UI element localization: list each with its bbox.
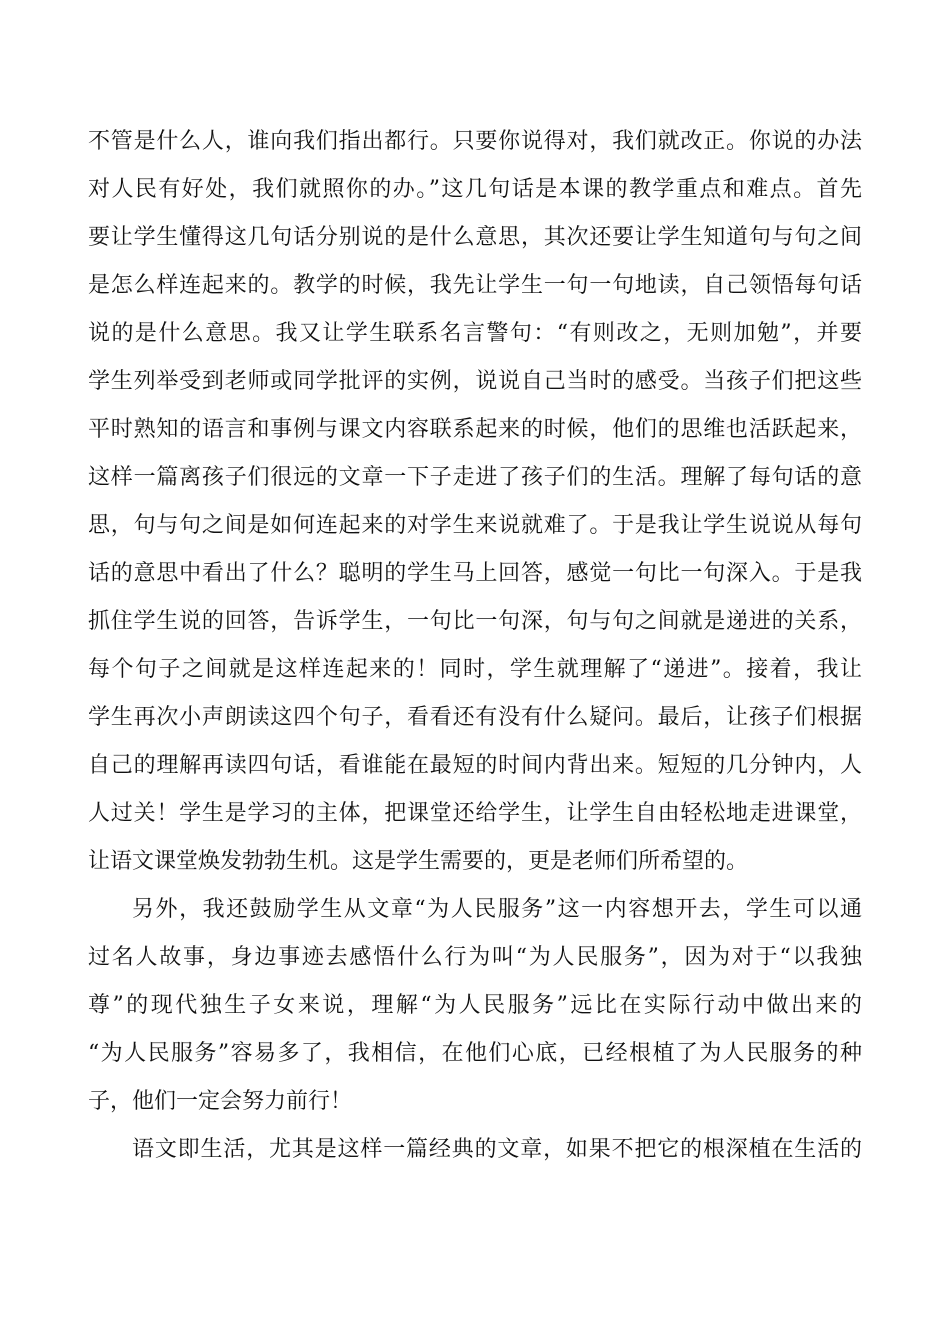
text-line: 话的意思中看出了什么？聪明的学生马上回答，感觉一句比一句深入。于是我 [88,561,862,586]
text-line: 要让学生懂得这几句话分别说的是什么意思，其次还要让学生知道句与句之间 [88,225,862,250]
document-body [88,124,862,1180]
text-line: 是怎么样连起来的。教学的时候，我先让学生一句一句地读，自己领悟每句话 [88,273,862,298]
text-line: 人过关！学生是学习的主体，把课堂还给学生，让学生自由轻松地走进课堂， [88,801,862,826]
text-line: 平时熟知的语言和事例与课文内容联系起来的时候，他们的思维也活跃起来， [88,417,862,442]
paragraph-start-line: 语文即生活，尤其是这样一篇经典的文章，如果不把它的根深植在生活的 [132,1137,862,1162]
text-line: 学生列举受到老师或同学批评的实例，说说自己当时的感受。当孩子们把这些 [88,369,862,394]
paragraph-start-line: 另外，我还鼓励学生从文章“为人民服务”这一内容想开去，学生可以通 [132,897,862,922]
text-line: 自己的理解再读四句话，看谁能在最短的时间内背出来。短短的几分钟内，人 [88,753,862,778]
text-line: “为人民服务”容易多了，我相信，在他们心底，已经根植了为人民服务的种 [88,1041,862,1066]
text-line: 抓住学生说的回答，告诉学生，一句比一句深，句与句之间就是递进的关系， [88,609,862,634]
text-line: 尊”的现代独生子女来说，理解“为人民服务”远比在实际行动中做出来的 [88,993,862,1018]
text-line: 不管是什么人，谁向我们指出都行。只要你说得对，我们就改正。你说的办法 [88,129,862,154]
text-line: 思，句与句之间是如何连起来的对学生来说就难了。于是我让学生说说从每句 [88,513,862,538]
text-line: 说的是什么意思。我又让学生联系名言警句：“有则改之，无则加勉”，并要 [88,321,862,346]
text-line: 学生再次小声朗读这四个句子，看看还有没有什么疑问。最后，让孩子们根据 [88,705,862,730]
text-line: 每个句子之间就是这样连起来的！同时，学生就理解了“递进”。接着，我让 [88,657,862,682]
text-line: 对人民有好处，我们就照你的办。”这几句话是本课的教学重点和难点。首先 [88,177,862,202]
text-line: 过名人故事，身边事迹去感悟什么行为叫“为人民服务”，因为对于“以我独 [88,945,862,970]
text-line: 这样一篇离孩子们很远的文章一下子走进了孩子们的生活。理解了每句话的意 [88,465,862,490]
text-line: 子，他们一定会努力前行！ [88,1089,353,1114]
text-line: 让语文课堂焕发勃勃生机。这是学生需要的，更是老师们所希望的。 [88,849,749,874]
